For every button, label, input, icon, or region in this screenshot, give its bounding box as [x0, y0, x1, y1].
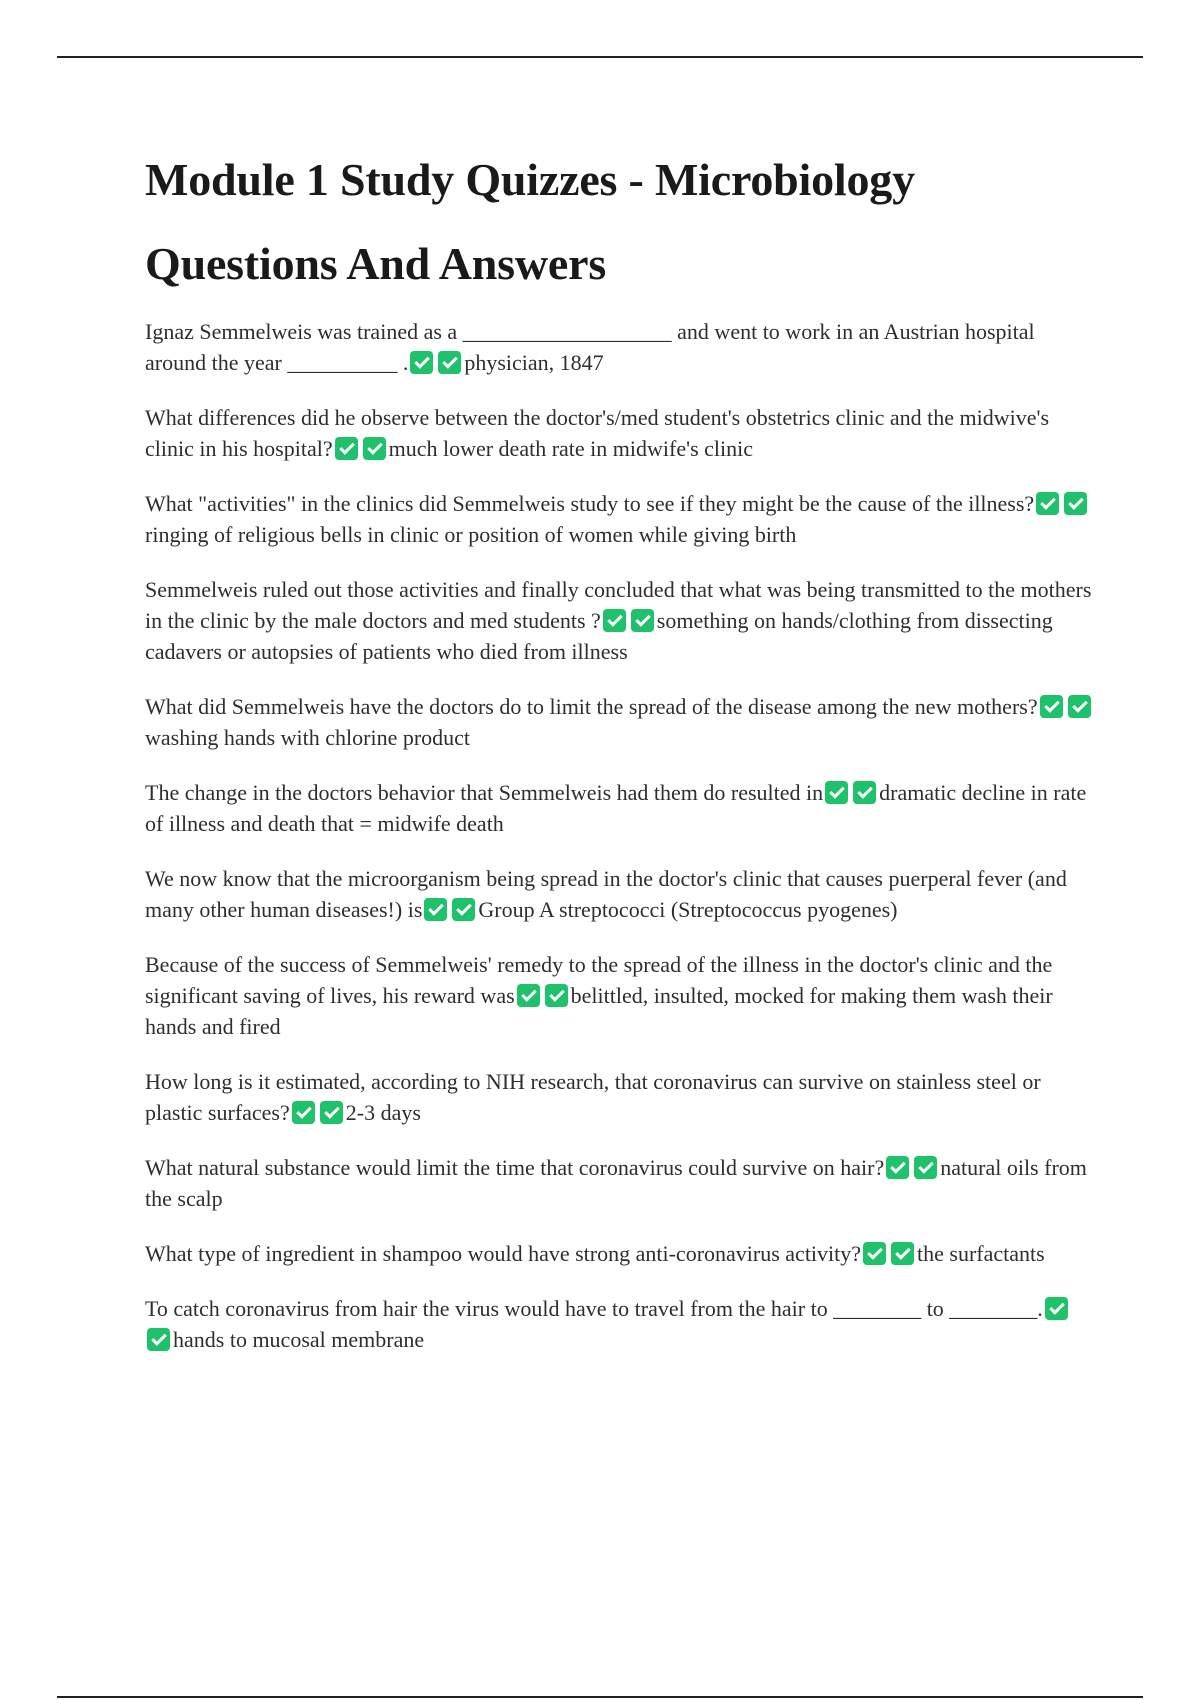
check-icon — [914, 1156, 937, 1179]
check-icon — [1068, 695, 1091, 718]
check-icon — [825, 781, 848, 804]
document-body — [145, 138, 1095, 1379]
qa-item-2 — [145, 402, 1095, 464]
check-icon — [335, 437, 358, 460]
question-text: What did Semmelweis have the doctors do to limit the spread of the disease among the new mothers? — [145, 694, 1038, 719]
answer-text: washing hands with chlorine product — [145, 725, 471, 750]
check-icon — [1036, 492, 1059, 515]
answer-text: dramatic decline in rate of illness and death that = midwife death — [145, 780, 1087, 836]
bottom-rule — [57, 1696, 1143, 1698]
answer-text: something on hands/clothing from dissecting cadavers or autopsies of patients who died from illness — [145, 608, 1053, 664]
check-icon — [452, 898, 475, 921]
top-rule — [57, 56, 1143, 58]
question-text: What "activities" in the clinics did Semmelweis study to see if they might be the cause of the illness? — [145, 491, 1035, 516]
title-line-1: Module 1 Study Quizzes - Microbiology — [145, 154, 915, 205]
question-text: The change in the doctors behavior that Semmelweis had them do resulted in — [145, 780, 824, 805]
qa-item-1 — [145, 316, 1095, 378]
answer-text: Group A streptococci (Streptococcus pyogenes) — [478, 897, 898, 922]
qa-item-6 — [145, 777, 1095, 839]
question-text: What natural substance would limit the time that coronavirus could survive on hair? — [145, 1155, 885, 1180]
question-text: Because of the success of Semmelweis' remedy to the spread of the illness in the doctor's clinic and the significant saving of lives, his reward was — [145, 952, 1053, 1008]
qa-item-10 — [145, 1152, 1095, 1214]
check-icon — [891, 1242, 914, 1265]
check-icon — [631, 609, 654, 632]
question-text: How long is it estimated, according to NIH research, that coronavirus can survive on stainless steel or plastic surfaces? — [145, 1069, 1041, 1125]
question-text: To catch coronavirus from hair the virus would have to travel from the hair to ________ to ________. — [145, 1296, 1043, 1321]
answer-text: belittled, insulted, mocked for making them wash their hands and fired — [145, 983, 1053, 1039]
question-text: What differences did he observe between the doctor's/med student's obstetrics clinic and the midwive's clinic in his hospital? — [145, 405, 1050, 461]
check-icon — [410, 351, 433, 374]
question-text: Ignaz Semmelweis was trained as a ___________________ and went to work in an Austrian hospital around the year __________ . — [145, 319, 1035, 375]
qa-item-3 — [145, 488, 1095, 550]
question-text: We now know that the microorganism being spread in the doctor's clinic that causes puerperal fever (and many other human diseases!) is — [145, 866, 1067, 922]
answer-text: natural oils from the scalp — [145, 1155, 1087, 1211]
question-text: Semmelweis ruled out those activities and finally concluded that what was being transmitted to the mothers in the clinic by the male doctors and med students ? — [145, 577, 1092, 633]
check-icon — [603, 609, 626, 632]
title-line-2: Questions And Answers — [145, 238, 607, 289]
check-icon — [1040, 695, 1063, 718]
check-icon — [886, 1156, 909, 1179]
qa-item-12 — [145, 1293, 1095, 1355]
qa-item-8 — [145, 949, 1095, 1042]
check-icon — [147, 1328, 170, 1351]
answer-text: ringing of religious bells in clinic or position of women while giving birth — [145, 522, 797, 547]
qa-item-7 — [145, 863, 1095, 925]
answer-text: physician, 1847 — [464, 350, 604, 375]
answer-text: the surfactants — [917, 1241, 1045, 1266]
check-icon — [1064, 492, 1087, 515]
qa-list — [145, 316, 1095, 1355]
check-icon — [292, 1101, 315, 1124]
check-icon — [517, 984, 540, 1007]
check-icon — [863, 1242, 886, 1265]
answer-text: 2-3 days — [345, 1100, 421, 1125]
qa-item-4 — [145, 574, 1095, 667]
check-icon — [853, 781, 876, 804]
qa-item-9 — [145, 1066, 1095, 1128]
check-icon — [438, 351, 461, 374]
answer-text: much lower death rate in midwife's clinic — [388, 436, 753, 461]
check-icon — [424, 898, 447, 921]
check-icon — [320, 1101, 343, 1124]
qa-item-11 — [145, 1238, 1095, 1269]
document-title — [145, 138, 1095, 306]
check-icon — [363, 437, 386, 460]
check-icon — [545, 984, 568, 1007]
check-icon — [1045, 1297, 1068, 1320]
question-text: What type of ingredient in shampoo would have strong anti-coronavirus activity? — [145, 1241, 862, 1266]
qa-item-5 — [145, 691, 1095, 753]
answer-text: hands to mucosal membrane — [173, 1327, 425, 1352]
